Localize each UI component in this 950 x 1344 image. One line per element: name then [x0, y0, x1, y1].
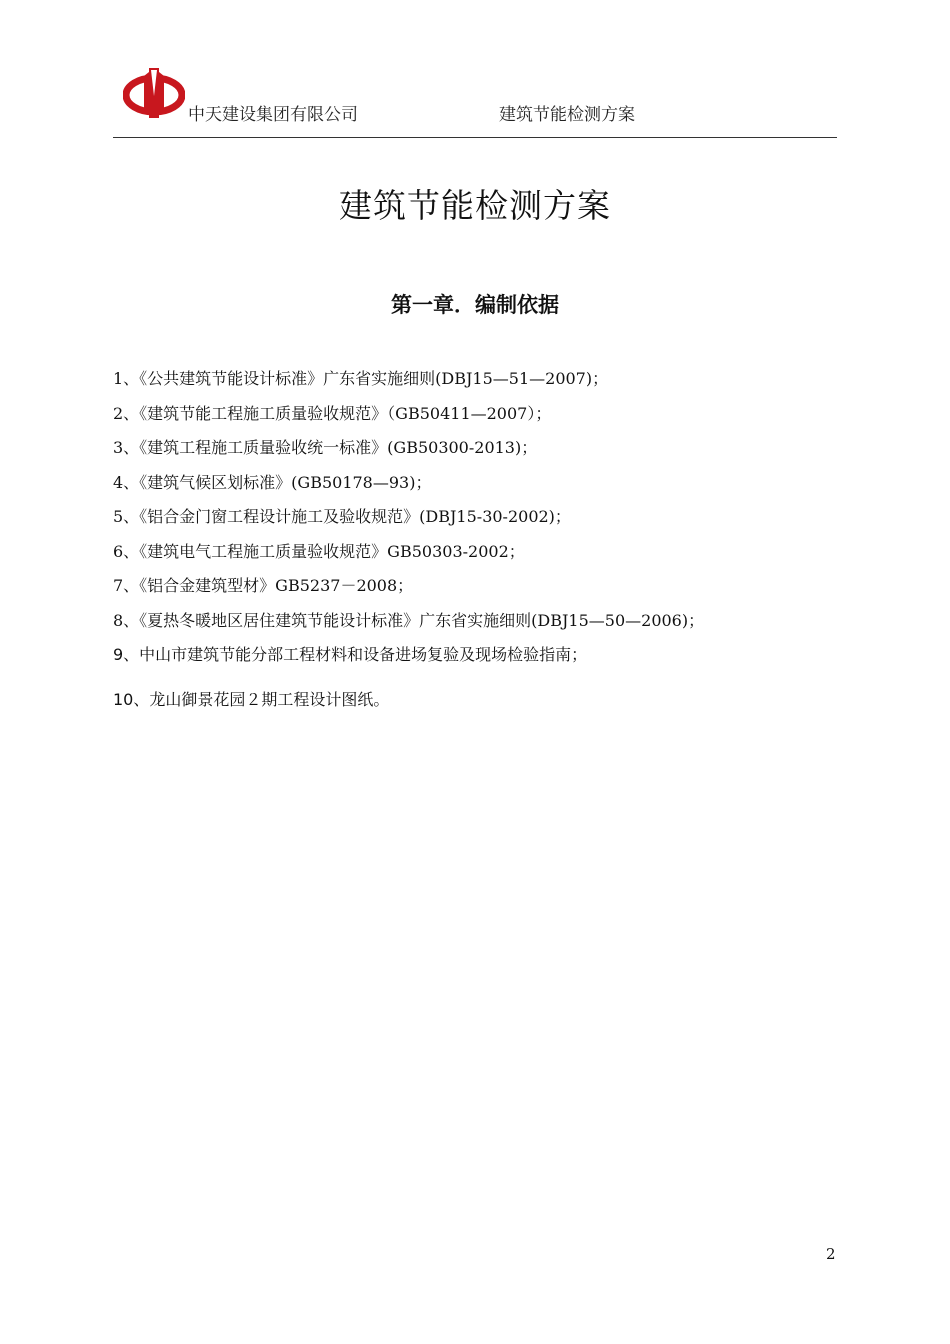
reference-item: 6、《建筑电气工程施工质量验收规范》GB50303-2002； [113, 541, 525, 561]
reference-item: 5、《铝合金门窗工程设计施工及验收规范》(DBJ15-30-2002)； [113, 507, 571, 526]
reference-item: 10、龙山御景花园２期工程设计图纸。 [113, 689, 390, 709]
reference-item: 7、《铝合金建筑型材》GB5237－2008； [113, 576, 414, 595]
reference-item: 8、《夏热冬暖地区居住建筑节能设计标准》广东省实施细则(DBJ15—50—2006)； [113, 610, 705, 630]
document-title: 建筑节能检测方案 [339, 186, 611, 225]
reference-item: 1、《公共建筑节能设计标准》广东省实施细则(DBJ15—51—2007)； [113, 369, 609, 388]
reference-item: 4、《建筑气候区划标准》(GB50178—93)； [113, 472, 432, 492]
chapter-heading: 第一章．编制依据 [391, 293, 559, 317]
reference-item: 3、《建筑工程施工质量验收统一标准》(GB50300-2013)； [113, 438, 538, 457]
page-header [113, 66, 837, 136]
reference-item: 2、《建筑节能工程施工质量验收规范》（GB50411—2007）； [113, 403, 552, 423]
page-number: 2 [826, 1245, 836, 1263]
company-name: 中天建设集团有限公司 [188, 105, 358, 125]
header-doc-title: 建筑节能检测方案 [499, 105, 635, 125]
reference-item: 9、中山市建筑节能分部工程材料和设备进场复验及现场检验指南； [113, 645, 588, 664]
zhongtian-logo-icon [123, 66, 185, 120]
reference-list [113, 366, 837, 721]
header-divider [113, 137, 837, 138]
